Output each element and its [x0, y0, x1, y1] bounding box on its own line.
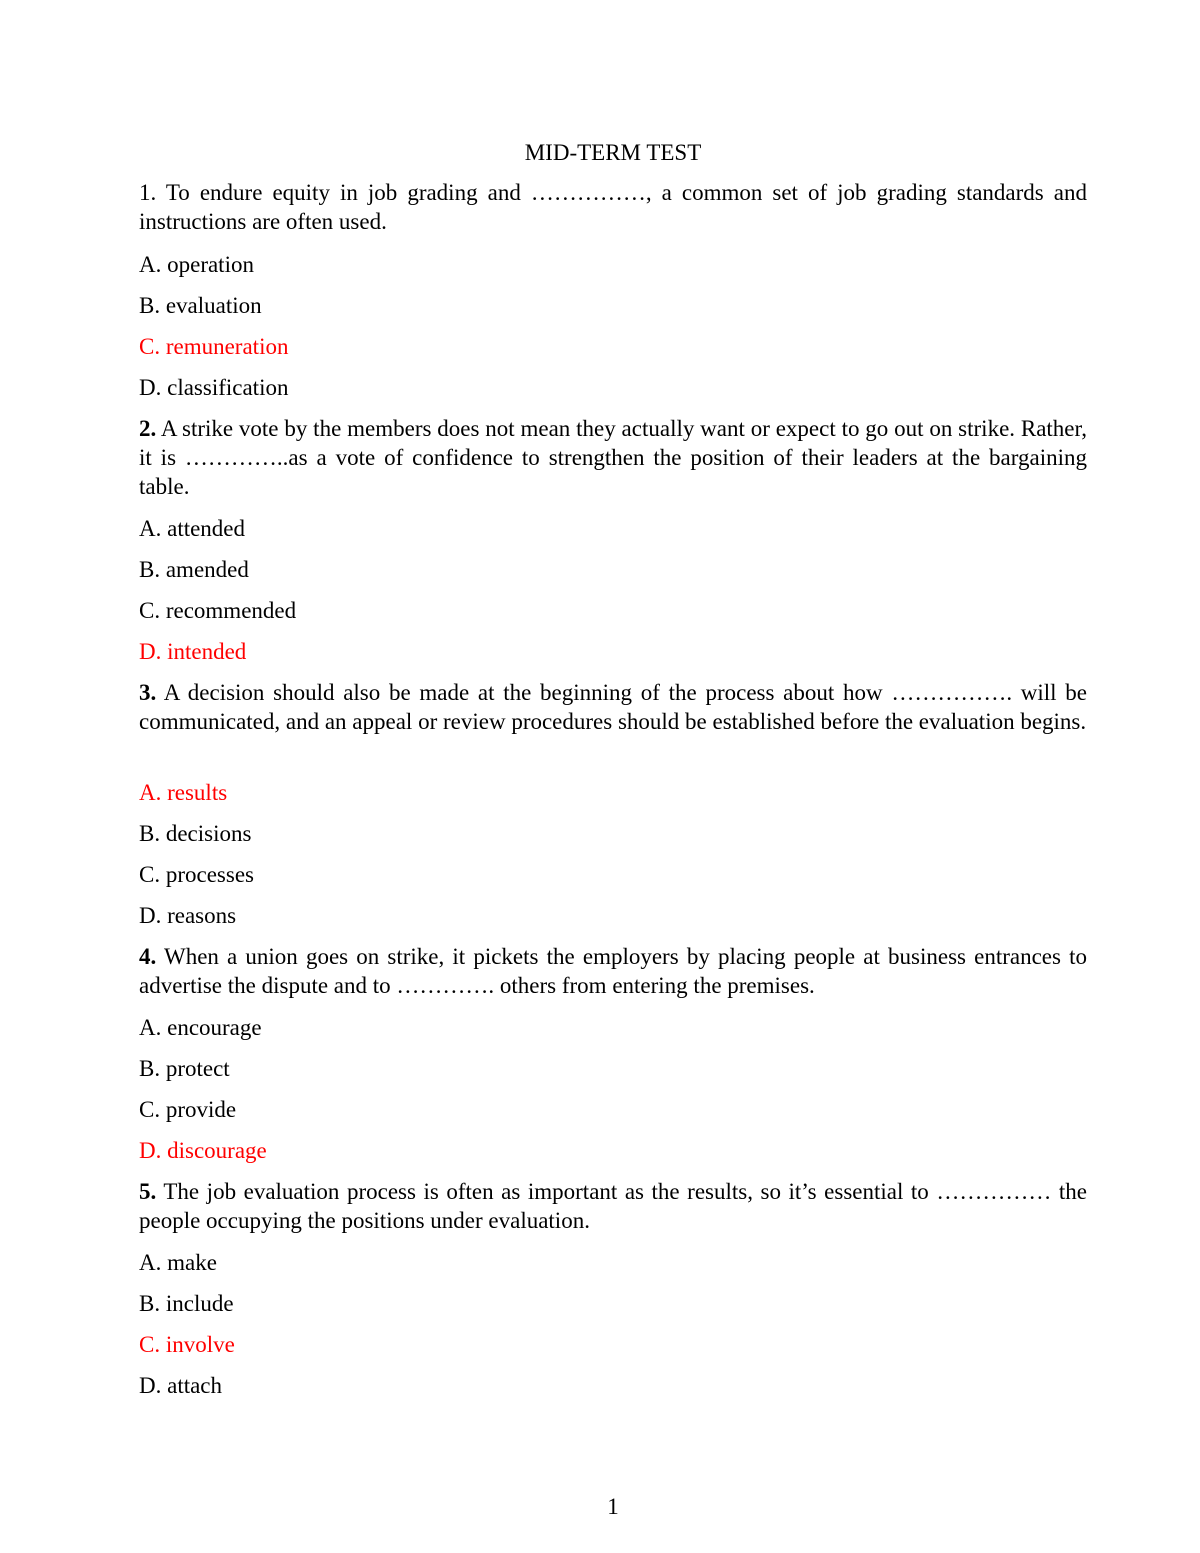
question-5-option-a: A. make: [139, 1250, 217, 1275]
question-4-option-c: C. provide: [139, 1097, 237, 1122]
page-title: MID-TERM TEST: [524, 140, 702, 165]
question-3-option-c: C. processes: [139, 862, 254, 887]
question-2-option-a: A. attended: [139, 516, 246, 541]
question-3-option-a: A. results: [139, 780, 228, 805]
question-1-option-b: B. evaluation: [139, 293, 262, 318]
question-4-number: 4.: [139, 944, 157, 969]
question-1: [139, 178, 1087, 236]
question-2-text: A strike vote by the members does not mean they actually want or expect to go out on strike. Rather, it is …………..as a vote of confidence to strengthen the position of their leaders at the bargaining table.: [139, 416, 1087, 499]
question-2-option-d: D. intended: [139, 639, 247, 664]
question-1-option-c: C. remuneration: [139, 334, 289, 359]
page-number: 1: [607, 1494, 619, 1519]
question-5: [139, 1177, 1087, 1235]
question-5-option-b: B. include: [139, 1291, 234, 1316]
question-1-option-d: D. classification: [139, 375, 289, 400]
question-5-option-d: D. attach: [139, 1373, 223, 1398]
question-4: [139, 942, 1087, 1000]
question-3: [139, 678, 1087, 736]
question-1-option-a: A. operation: [139, 252, 254, 277]
question-5-option-c: C. involve: [139, 1332, 235, 1357]
question-5-text: The job evaluation process is often as important as the results, so it’s essential to …………… the people occupying the positions under evaluation.: [139, 1179, 1087, 1233]
question-3-option-b: B. decisions: [139, 821, 252, 846]
question-2-number: 2.: [139, 416, 157, 441]
question-3-option-d: D. reasons: [139, 903, 237, 928]
question-4-option-d: D. discourage: [139, 1138, 267, 1163]
question-4-text: When a union goes on strike, it pickets the employers by placing people at business entrances to advertise the dispute and to …………. others from entering the premises.: [139, 944, 1087, 998]
question-4-option-b: B. protect: [139, 1056, 230, 1081]
question-5-number: 5.: [139, 1179, 157, 1204]
question-2: [139, 414, 1087, 501]
question-4-option-a: A. encourage: [139, 1015, 262, 1040]
question-2-option-b: B. amended: [139, 557, 249, 582]
question-3-text: A decision should also be made at the beginning of the process about how ……………. will be communicated, and an appeal or review procedures should be established before the evaluation begins.: [139, 680, 1087, 734]
question-2-option-c: C. recommended: [139, 598, 297, 623]
question-3-number: 3.: [139, 680, 157, 705]
question-1-text: 1. To endure equity in job grading and ……………, a common set of job grading standards and instructions are often used.: [139, 180, 1087, 234]
